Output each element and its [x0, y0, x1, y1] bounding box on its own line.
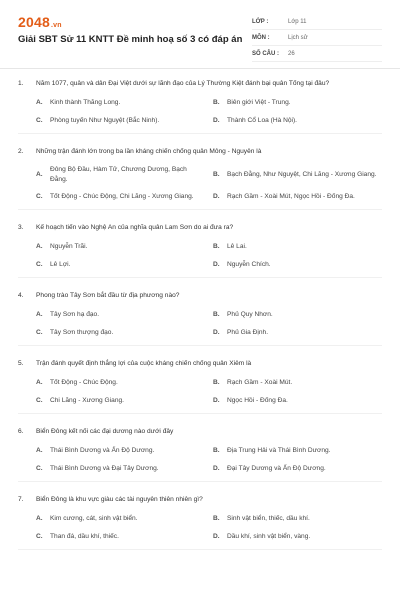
question-text: Biển Đông kết nối các đại dương nào dưới đây	[36, 428, 174, 435]
option-letter: B.	[213, 515, 220, 522]
question-item	[18, 359, 382, 414]
page-title: Giải SBT Sử 11 KNTT Đề minh hoạ số 3 có đáp án	[18, 34, 243, 45]
question-number: 1.	[18, 80, 24, 87]
option-letter: A.	[36, 311, 43, 318]
meta-row-count	[252, 46, 382, 62]
option-text: Sinh vật biển, thiếc, dầu khí.	[227, 515, 310, 522]
option-a[interactable]	[36, 445, 205, 457]
question-number: 7.	[18, 496, 24, 503]
option-letter: B.	[213, 447, 220, 454]
option-text: Lê Lai.	[227, 243, 247, 250]
question-text: Kế hoạch tiến vào Nghệ An của nghĩa quân Lam Sơn do ai đưa ra?	[36, 224, 234, 231]
option-b[interactable]	[213, 513, 382, 525]
option-c[interactable]	[36, 259, 205, 271]
option-letter: A.	[36, 515, 43, 522]
option-letter: C.	[36, 117, 43, 124]
options-grid	[18, 445, 382, 475]
options-grid	[18, 309, 382, 339]
option-letter: A.	[36, 99, 43, 106]
option-text: Dầu khí, sinh vật biển, vàng.	[227, 533, 311, 540]
options-grid	[18, 97, 382, 127]
question-number: 5.	[18, 360, 24, 367]
option-c[interactable]	[36, 191, 205, 203]
question-text: Biển Đông là khu vực giàu các tài nguyên thiên nhiên gì?	[36, 496, 203, 503]
option-c[interactable]	[36, 115, 205, 127]
options-grid	[18, 165, 382, 203]
option-b[interactable]	[213, 97, 382, 109]
option-text: Than đá, dầu khí, thiếc.	[50, 533, 119, 540]
question-number: 6.	[18, 428, 24, 435]
meta-row-subject	[252, 30, 382, 46]
option-a[interactable]	[36, 309, 205, 321]
option-d[interactable]	[213, 531, 382, 543]
option-d[interactable]	[213, 463, 382, 475]
option-text: Nguyễn Trãi.	[50, 243, 88, 250]
meta-label: LỚP :	[252, 18, 269, 25]
option-letter: D.	[213, 397, 220, 404]
option-letter: D.	[213, 193, 220, 200]
option-d[interactable]	[213, 191, 382, 203]
option-text: Chi Lăng - Xương Giang.	[50, 397, 124, 404]
options-grid	[18, 513, 382, 543]
option-text: Ngọc Hồi - Đống Đa.	[227, 397, 288, 404]
question-number: 3.	[18, 224, 24, 231]
option-letter: C.	[36, 193, 43, 200]
question-item	[18, 495, 382, 550]
option-letter: C.	[36, 397, 43, 404]
meta-value: Lịch sử	[288, 34, 308, 41]
options-grid	[18, 241, 382, 271]
option-b[interactable]	[213, 377, 382, 389]
option-letter: B.	[213, 171, 220, 178]
option-letter: D.	[213, 117, 220, 124]
option-letter: D.	[213, 329, 220, 336]
option-letter: B.	[213, 379, 220, 386]
logo-main: 2048	[18, 14, 50, 30]
option-c[interactable]	[36, 327, 205, 339]
option-letter: D.	[213, 533, 220, 540]
option-d[interactable]	[213, 395, 382, 407]
option-b[interactable]	[213, 309, 382, 321]
meta-row-class	[252, 14, 382, 30]
meta-label: SỐ CÂU :	[252, 50, 279, 57]
option-letter: B.	[213, 99, 220, 106]
question-number: 2.	[18, 148, 24, 155]
option-a[interactable]	[36, 377, 205, 389]
option-b[interactable]	[213, 165, 382, 185]
options-grid	[18, 377, 382, 407]
logo-suffix: .vn	[50, 22, 62, 29]
option-text: Phòng tuyến Như Nguyệt (Bắc Ninh).	[50, 117, 160, 124]
question-item	[18, 79, 382, 134]
option-letter: D.	[213, 465, 220, 472]
question-text: Những trận đánh lớn trong ba lần kháng chiến chống quân Mông - Nguyên là	[36, 148, 262, 155]
option-letter: A.	[36, 243, 43, 250]
question-text: Phong trào Tây Sơn bắt đầu từ địa phương nào?	[36, 292, 180, 299]
option-text: Tốt Động - Chúc Động, Chi Lăng - Xương Giang.	[50, 193, 194, 200]
option-letter: A.	[36, 171, 43, 178]
option-text: Đại Tây Dương và Ấn Độ Dương.	[227, 465, 326, 472]
option-text: Tây Sơn hạ đạo.	[50, 311, 100, 318]
question-item	[18, 147, 382, 210]
question-text: Trận đánh quyết định thắng lợi của cuộc kháng chiến chống quân Xiêm là	[36, 360, 252, 367]
option-b[interactable]	[213, 241, 382, 253]
option-text: Địa Trung Hải và Thái Bình Dương.	[227, 447, 331, 454]
option-letter: C.	[36, 533, 43, 540]
question-item	[18, 223, 382, 278]
option-text: Tốt Động - Chúc Động.	[50, 379, 118, 386]
option-letter: C.	[36, 261, 43, 268]
option-a[interactable]	[36, 513, 205, 525]
option-text: Rạch Gầm - Xoài Mút.	[227, 379, 293, 386]
option-a[interactable]	[36, 241, 205, 253]
option-text: Nguyễn Chích.	[227, 261, 271, 268]
option-d[interactable]	[213, 259, 382, 271]
option-d[interactable]	[213, 115, 382, 127]
option-d[interactable]	[213, 327, 382, 339]
meta-panel	[252, 14, 382, 62]
option-text: Tây Sơn thượng đạo.	[50, 329, 114, 336]
question-list	[0, 69, 400, 550]
question-item	[18, 291, 382, 346]
header	[0, 0, 400, 69]
meta-value: Lớp 11	[288, 18, 307, 25]
option-a[interactable]	[36, 165, 205, 185]
option-text: Bạch Đằng, Như Nguyệt, Chi Lăng - Xương Giang.	[227, 171, 377, 178]
option-text: Kinh thành Thăng Long.	[50, 99, 121, 106]
option-text: Thái Bình Dương và Ấn Độ Dương.	[50, 447, 155, 454]
question-number: 4.	[18, 292, 24, 299]
meta-label: MÔN :	[252, 34, 270, 41]
option-text: Thành Cổ Loa (Hà Nội).	[227, 117, 298, 124]
option-letter: D.	[213, 261, 220, 268]
option-c[interactable]	[36, 463, 205, 475]
option-letter: B.	[213, 243, 220, 250]
option-text: Thái Bình Dương và Đại Tây Dương.	[50, 465, 159, 472]
option-text: Lê Lợi.	[50, 261, 71, 268]
option-c[interactable]	[36, 395, 205, 407]
meta-value: 26	[288, 50, 295, 57]
option-letter: A.	[36, 379, 43, 386]
site-logo[interactable]	[18, 14, 62, 30]
option-text: Phủ Gia Định.	[227, 329, 269, 336]
option-text: Rạch Gầm - Xoài Mút, Ngọc Hồi - Đống Đa.	[227, 193, 355, 200]
option-c[interactable]	[36, 531, 205, 543]
option-text: Kim cương, cát, sinh vật biển.	[50, 515, 138, 522]
option-letter: B.	[213, 311, 220, 318]
question-text: Năm 1077, quân và dân Đại Việt dưới sự lãnh đạo của Lý Thường Kiệt đánh bại quân Tống tại đâu?	[36, 80, 330, 87]
question-item	[18, 427, 382, 482]
option-text: Biên giới Việt - Trung.	[227, 99, 291, 106]
option-b[interactable]	[213, 445, 382, 457]
option-a[interactable]	[36, 97, 205, 109]
option-text: Phủ Quy Nhơn.	[227, 311, 273, 318]
option-letter: C.	[36, 465, 43, 472]
option-letter: C.	[36, 329, 43, 336]
option-text: Đông Bộ Đầu, Hàm Tử, Chương Dương, Bạch Đằng.	[50, 166, 187, 183]
option-letter: A.	[36, 447, 43, 454]
